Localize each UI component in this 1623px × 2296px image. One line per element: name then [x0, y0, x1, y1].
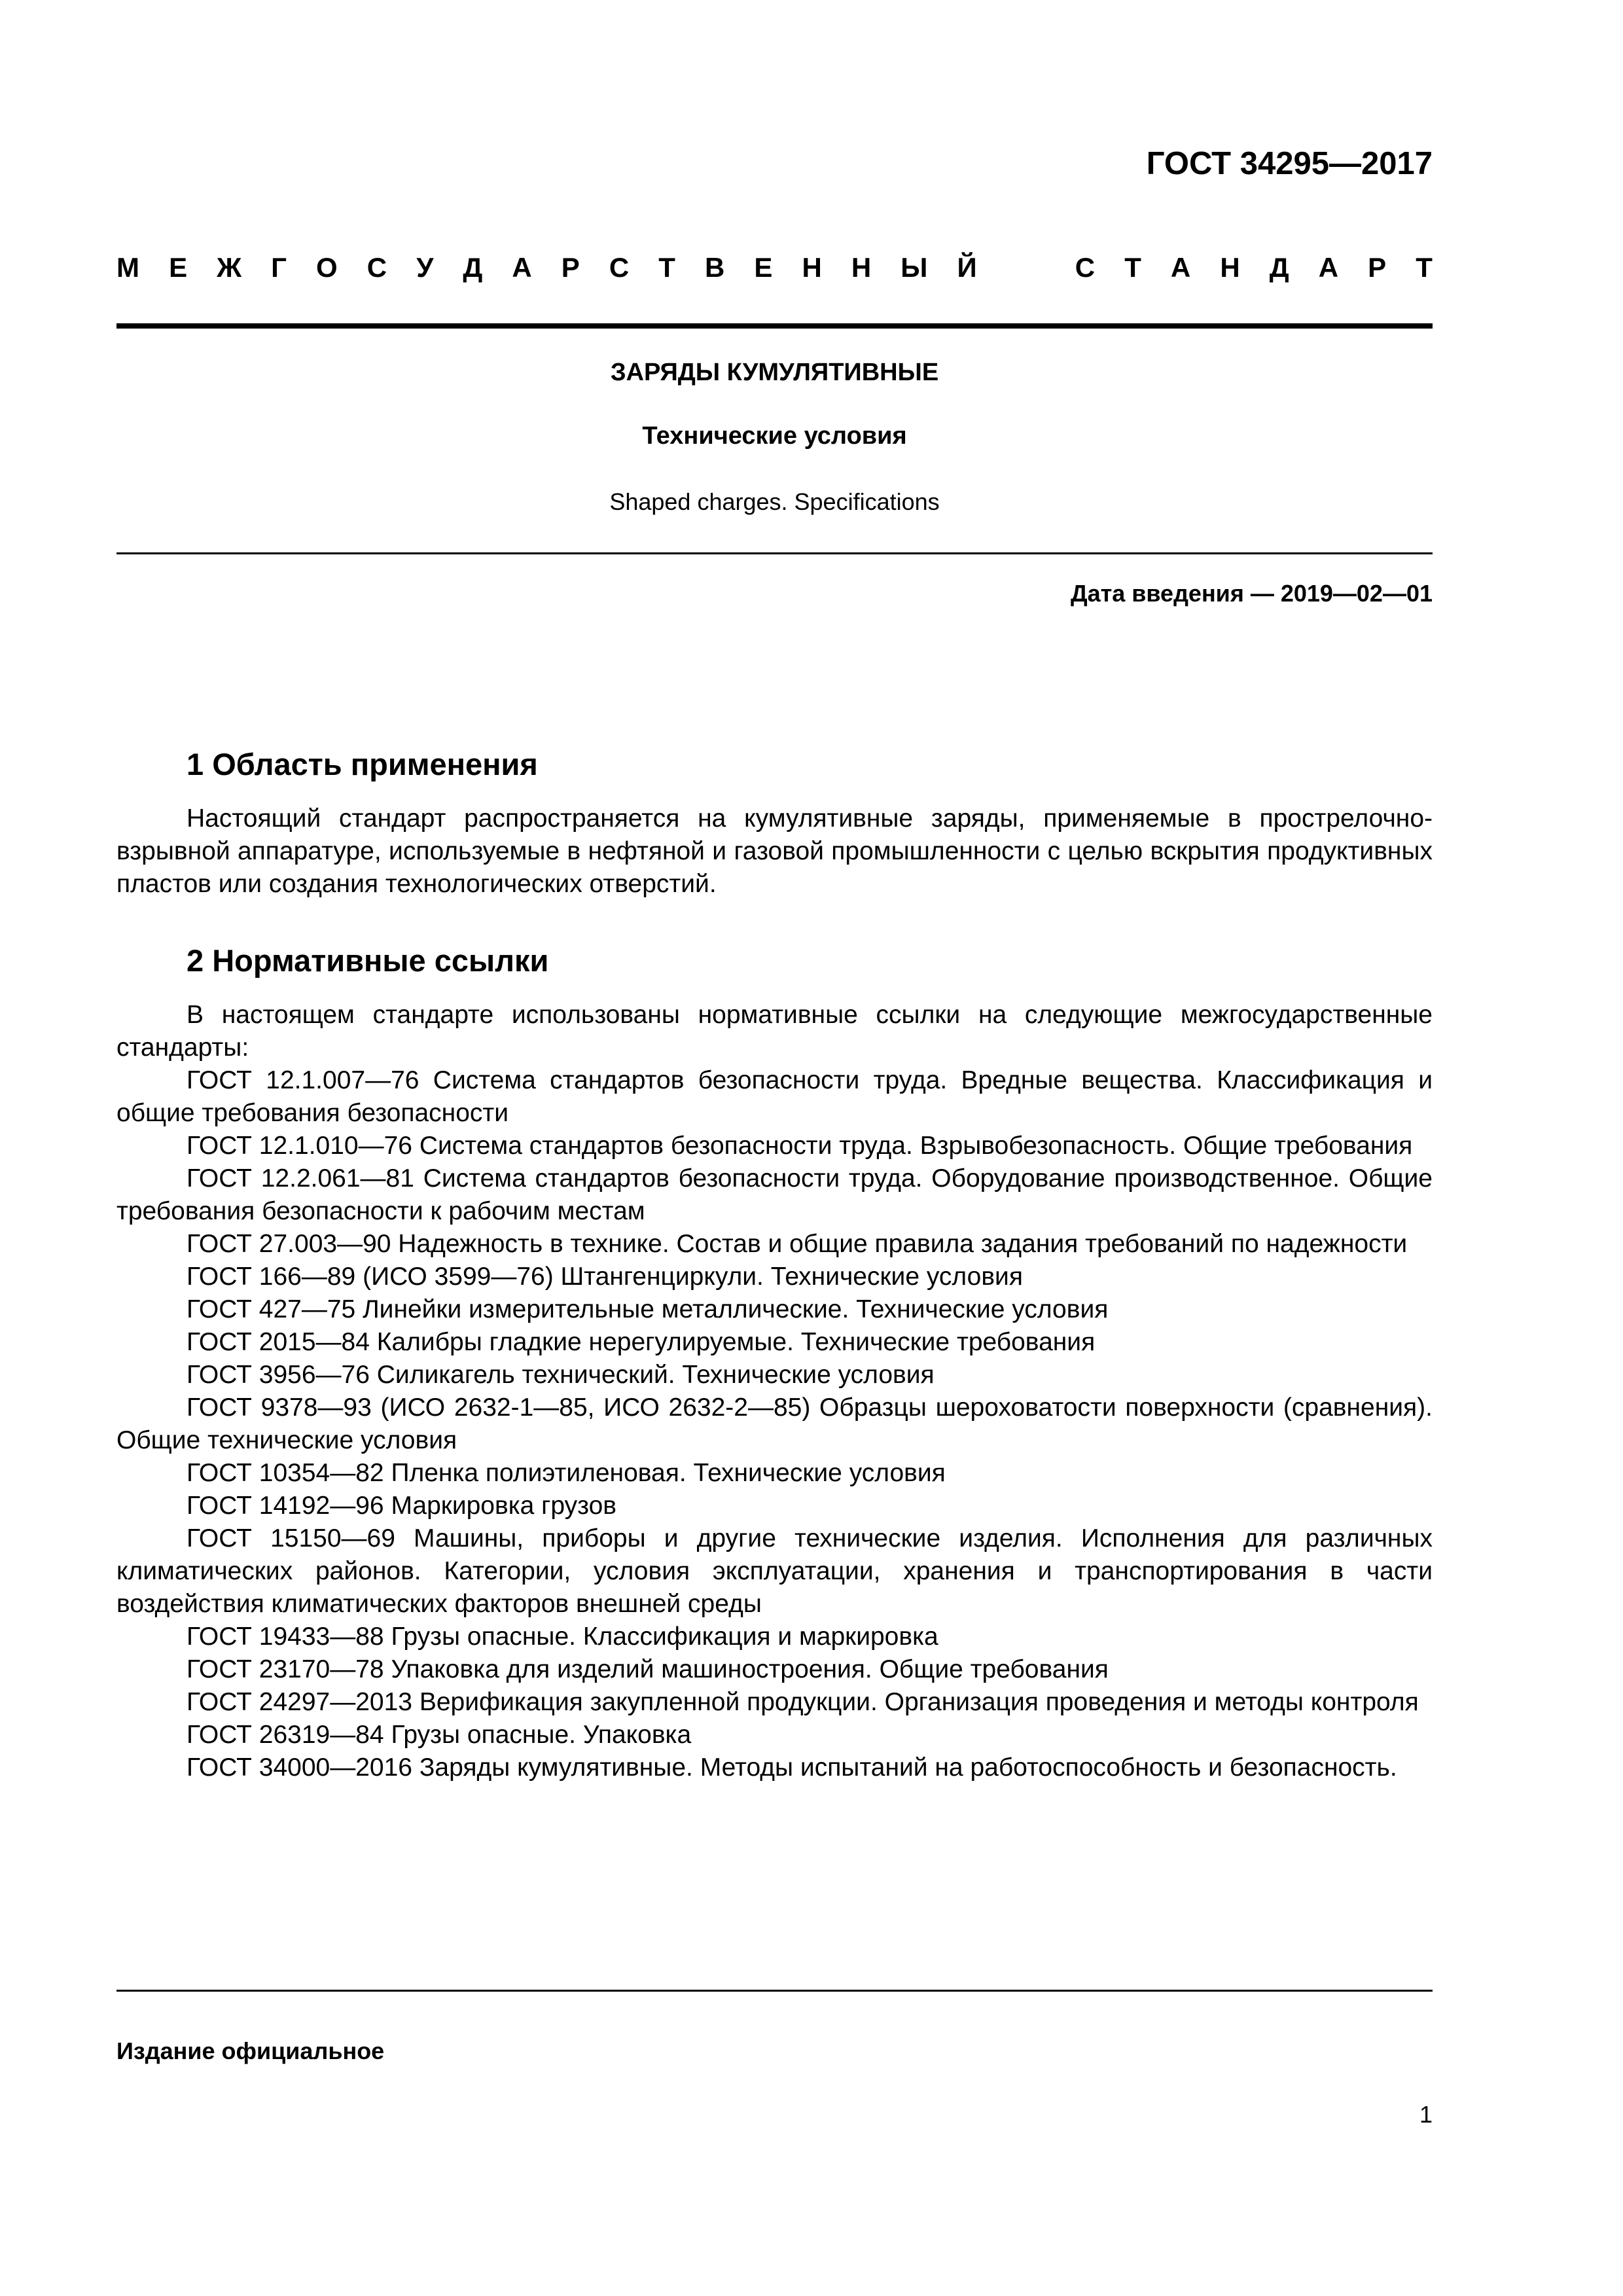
section-heading: 1 Область применения — [187, 747, 538, 781]
reference-item: ГОСТ 3956—76 Силикагель технический. Технические условия — [187, 1361, 935, 1390]
heading-letter: В — [704, 252, 725, 283]
section-heading: 2 Нормативные ссылки — [187, 943, 549, 978]
heading-letter: Й — [957, 252, 977, 283]
standard-number: ГОСТ 34295—2017 — [1146, 146, 1433, 181]
heading-letter: Н — [1220, 252, 1240, 283]
page-number: 1 — [1419, 2101, 1433, 2128]
reference-item: ГОСТ 26319—84 Грузы опасные. Упаковка — [187, 1721, 692, 1749]
heading-letter: Е — [754, 252, 773, 283]
header-rule — [116, 323, 1433, 329]
reference-item: ГОСТ 24297—2013 Верификация закупленной продукции. Организация проведения и методы контроля — [187, 1688, 1419, 1717]
interstate-standard-heading — [116, 252, 1433, 283]
heading-letter: Т — [1124, 252, 1141, 283]
document-subtitle: Технические условия — [642, 422, 907, 450]
heading-letter: А — [1170, 252, 1191, 283]
heading-letter: Е — [169, 252, 188, 283]
heading-letter: Р — [1368, 252, 1387, 283]
section-scope — [116, 746, 1433, 901]
section-intro-paragraph: В настоящем стандарте использованы нормативные ссылки на следующие межгосударственные стандарты: — [116, 1001, 1433, 1062]
heading-letter: Р — [561, 252, 580, 283]
heading-letter: Т — [658, 252, 675, 283]
official-edition-label: Издание официальное — [116, 2037, 385, 2064]
section-paragraph: Настоящий стандарт распространяется на кумулятивные заряды, применяемые в прострелочно-взрывной аппаратуре, используемые в нефтяной и газовой промышленности с целью вскрытия продуктивных пластов или создания технологических отверстий. — [116, 804, 1433, 899]
document-title: ЗАРЯДЫ КУМУЛЯТИВНЫЕ — [610, 359, 939, 386]
heading-letter: С — [609, 252, 630, 283]
heading-letter: М — [116, 252, 139, 283]
heading-letter: О — [316, 252, 338, 283]
reference-item: ГОСТ 12.2.061—81 Система стандартов безопасности труда. Оборудование производственное. Общие требования безопасности к рабочим местам — [116, 1164, 1433, 1226]
footer-rule — [116, 1990, 1433, 1992]
reference-item: ГОСТ 166—89 (ИСО 3599—76) Штангенциркули. Технические условия — [187, 1263, 1023, 1291]
reference-item: ГОСТ 2015—84 Калибры гладкие нерегулируемые. Технические требования — [187, 1328, 1096, 1357]
heading-letter: Ы — [901, 252, 928, 283]
heading-letter: Д — [1269, 252, 1289, 283]
heading-letter: Т — [1416, 252, 1433, 283]
reference-item: ГОСТ 427—75 Линейки измерительные металлические. Технические условия — [187, 1295, 1109, 1324]
reference-item: ГОСТ 12.1.010—76 Система стандартов безопасности труда. Взрывобезопасность. Общие требования — [187, 1132, 1413, 1160]
heading-letter: А — [512, 252, 532, 283]
reference-item: ГОСТ 27.003—90 Надежность в технике. Состав и общие правила задания требований по надежности — [187, 1230, 1408, 1259]
reference-item: ГОСТ 23170—78 Упаковка для изделий машиностроения. Общие требования — [187, 1655, 1109, 1684]
heading-letter: Н — [802, 252, 822, 283]
reference-item: ГОСТ 9378—93 (ИСО 2632-1—85, ИСО 2632-2—85) Образцы шероховатости поверхности (сравнения). Общие технические условия — [116, 1393, 1433, 1455]
heading-letter: Н — [851, 252, 872, 283]
reference-item: ГОСТ 19433—88 Грузы опасные. Классификация и маркировка — [187, 1623, 938, 1651]
section-normative-references — [116, 942, 1433, 1784]
reference-item: ГОСТ 12.1.007—76 Система стандартов безопасности труда. Вредные вещества. Классификация и общие требования безопасности — [116, 1066, 1433, 1128]
heading-letter: Г — [271, 252, 287, 283]
title-rule — [116, 552, 1433, 554]
heading-letter: У — [416, 252, 434, 283]
reference-item: ГОСТ 10354—82 Пленка полиэтиленовая. Технические условия — [187, 1459, 946, 1488]
reference-item: ГОСТ 34000—2016 Заряды кумулятивные. Методы испытаний на работоспособность и безопасность. — [187, 1753, 1397, 1782]
heading-letter: Ж — [217, 252, 242, 283]
reference-item: ГОСТ 15150—69 Машины, приборы и другие технические изделия. Исполнения для различных климатических районов. Категории, условия эксплуатации, хранения и транспортирования в части воздействия климатических факторов внешней среды — [116, 1524, 1433, 1619]
heading-word-gap — [1007, 252, 1046, 283]
heading-letter: А — [1318, 252, 1339, 283]
heading-letter: С — [1075, 252, 1096, 283]
heading-letter: С — [366, 252, 387, 283]
document-title-english: Shaped charges. Specifications — [609, 488, 940, 515]
introduction-date: Дата введения — 2019—02—01 — [1070, 580, 1433, 607]
reference-list — [116, 1064, 1433, 1784]
heading-letter: Д — [463, 252, 483, 283]
reference-item: ГОСТ 14192—96 Маркировка грузов — [187, 1492, 616, 1520]
